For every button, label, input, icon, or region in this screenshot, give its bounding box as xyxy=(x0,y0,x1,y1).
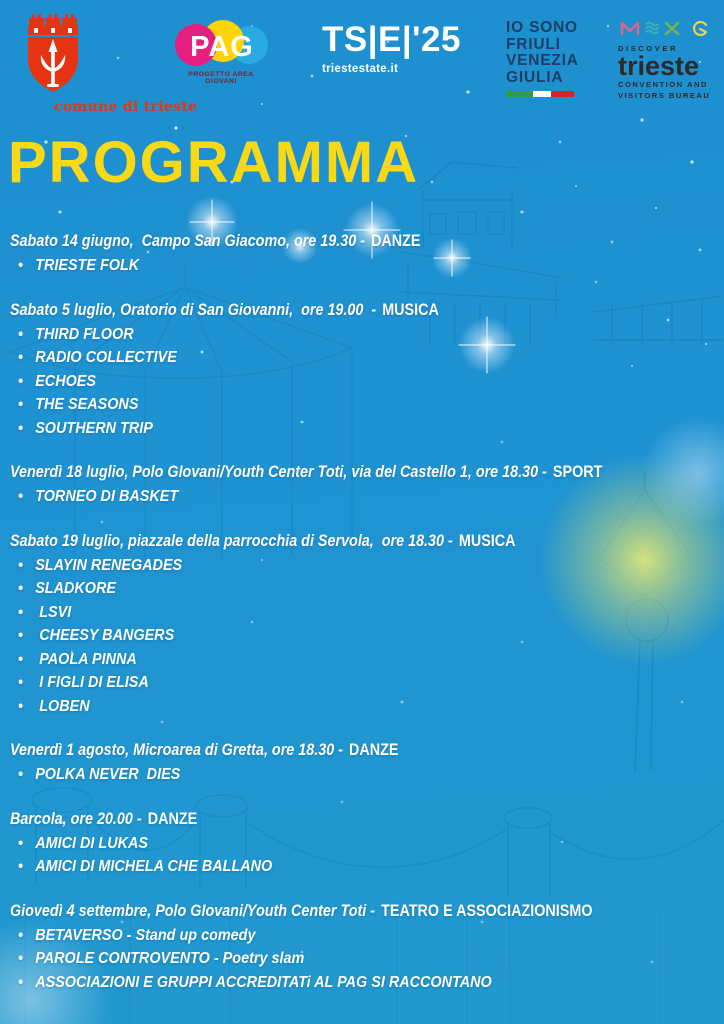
event-item-label: TRIESTE FOLK xyxy=(35,257,140,274)
event-category: MUSICA xyxy=(382,300,439,319)
event-item xyxy=(10,695,651,719)
pag-subtitle: PROGETTO AREA GIOVANI xyxy=(188,71,254,85)
event-item xyxy=(10,763,651,787)
event-item xyxy=(10,577,651,601)
event-item-label: POLKA NEVER DIES xyxy=(35,766,181,783)
event-section xyxy=(10,461,722,509)
waves-icon xyxy=(646,23,658,34)
event-heading xyxy=(10,230,629,252)
event-category: DANZE xyxy=(147,809,198,828)
event-item-label: PAROLE CONTROVENTO - Poetry slam xyxy=(35,950,305,967)
event-item-label: CHEESY BANGERS xyxy=(35,627,175,644)
event-item-label: SLAYIN RENEGADES xyxy=(35,556,183,574)
event-when: Sabato 5 luglio, Oratorio di San Giovanni, ore 19.00 - xyxy=(10,300,377,319)
letter-m-icon xyxy=(622,23,638,34)
event-when: Barcola, ore 20.00 - xyxy=(10,809,142,828)
event-section xyxy=(10,299,722,441)
cross-x-icon xyxy=(666,23,678,34)
event-item xyxy=(10,323,651,347)
event-item-label: I FIGLI DI ELISA xyxy=(35,674,149,691)
discover-trieste-icons xyxy=(618,20,710,36)
discover-kicker: DISCOVER xyxy=(618,44,678,53)
event-heading xyxy=(10,461,629,483)
fvg-line-1: IO SONO xyxy=(506,19,578,36)
event-item-label: PAOLA PINNA xyxy=(35,650,137,668)
event-section xyxy=(10,230,722,278)
event-when: Venerdì 18 luglio, Polo GIovani/Youth Center Toti, via del Castello 1, ore 18.30 - xyxy=(10,463,547,481)
event-item xyxy=(10,855,651,879)
shell-g-icon xyxy=(694,22,706,35)
event-item xyxy=(10,924,651,948)
event-category: TEATRO E ASSOCIAZIONISMO xyxy=(381,901,593,920)
program-list xyxy=(10,230,722,1015)
event-heading xyxy=(10,530,629,552)
pag-logo xyxy=(173,20,269,85)
event-items xyxy=(10,254,722,278)
event-section xyxy=(10,530,722,719)
pag-circles-icon xyxy=(173,20,269,66)
event-category: SPORT xyxy=(552,463,603,481)
triestestate-wordmark: TS|E|'25 xyxy=(322,20,461,59)
event-when: Giovedì 4 settembre, Polo GIovani/Youth Center Toti - xyxy=(10,901,376,920)
event-heading xyxy=(10,739,629,761)
event-items xyxy=(10,763,722,787)
io-sono-fvg-logo xyxy=(506,20,579,97)
event-when: Sabato 19 luglio, piazzale della parrocchia di Servola, ore 18.30 - xyxy=(10,531,453,550)
event-item xyxy=(10,417,651,441)
event-item-label: LOBEN xyxy=(35,697,90,715)
event-items xyxy=(10,485,722,509)
event-items xyxy=(10,924,722,995)
event-category: DANZE xyxy=(349,741,399,759)
triestestate-logo xyxy=(322,22,461,75)
comune-di-trieste-label: comune di trieste xyxy=(54,99,198,115)
event-items xyxy=(10,323,722,441)
event-items xyxy=(10,554,722,719)
triestestate-site: triestestate.it xyxy=(322,63,399,75)
event-section xyxy=(10,808,722,879)
event-when: Sabato 14 giugno, Campo San Giacomo, ore 19.30 - xyxy=(10,232,365,250)
event-item xyxy=(10,393,651,417)
event-item xyxy=(10,648,651,672)
event-item xyxy=(10,346,651,370)
event-item-label: THIRD FLOOR xyxy=(35,325,134,343)
event-item-label: AMICI DI MICHELA CHE BALLANO xyxy=(35,858,273,875)
event-category: MUSICA xyxy=(458,531,516,550)
event-category: DANZE xyxy=(371,232,421,250)
event-item-label: ECHOES xyxy=(35,372,97,390)
discover-subtitle-1: CONVENTION AND xyxy=(618,80,708,89)
comune-di-trieste-coat-of-arms xyxy=(26,10,80,96)
event-item xyxy=(10,971,651,995)
discover-subtitle-2: VISITORS BUREAU xyxy=(618,91,711,100)
event-item xyxy=(10,554,651,578)
event-item xyxy=(10,370,651,394)
event-heading xyxy=(10,299,629,321)
event-item-label: ASSOCIAZIONI E GRUPPI ACCREDITATi AL PAG SI RACCONTANO xyxy=(35,973,492,991)
event-item-label: RADIO COLLECTIVE xyxy=(35,349,177,366)
event-heading xyxy=(10,808,629,830)
event-section xyxy=(10,900,722,995)
event-item xyxy=(10,485,651,509)
event-item-label: AMICI DI LUKAS xyxy=(35,834,148,852)
event-item-label: THE SEASONS xyxy=(35,396,139,413)
fvg-line-2: FRIULI xyxy=(506,35,561,53)
event-item xyxy=(10,254,651,278)
event-item xyxy=(10,624,651,648)
event-item xyxy=(10,947,651,971)
event-section xyxy=(10,739,722,787)
event-heading xyxy=(10,900,629,922)
event-item-label: SLADKORE xyxy=(35,580,117,597)
page-title: PROGRAMMA xyxy=(8,130,420,195)
event-item xyxy=(10,601,651,625)
discover-trieste-logo xyxy=(618,20,718,100)
event-item-label: SOUTHERN TRIP xyxy=(35,419,153,437)
event-item xyxy=(10,832,651,856)
event-items xyxy=(10,832,722,879)
fvg-line-4: GIULIA xyxy=(506,68,564,86)
fvg-line-3: VENEZIA xyxy=(506,52,579,69)
pag-acronym: PAG xyxy=(190,31,254,63)
italy-flag-icon xyxy=(506,91,574,97)
event-item xyxy=(10,671,651,695)
discover-brand: trieste xyxy=(618,51,700,81)
event-item-label: LSVI xyxy=(35,603,72,621)
event-item-label: TORNEO DI BASKET xyxy=(35,488,179,505)
event-item-label: BETAVERSO - Stand up comedy xyxy=(35,926,256,944)
event-when: Venerdì 1 agosto, Microarea di Gretta, ore 18.30 - xyxy=(10,741,343,759)
